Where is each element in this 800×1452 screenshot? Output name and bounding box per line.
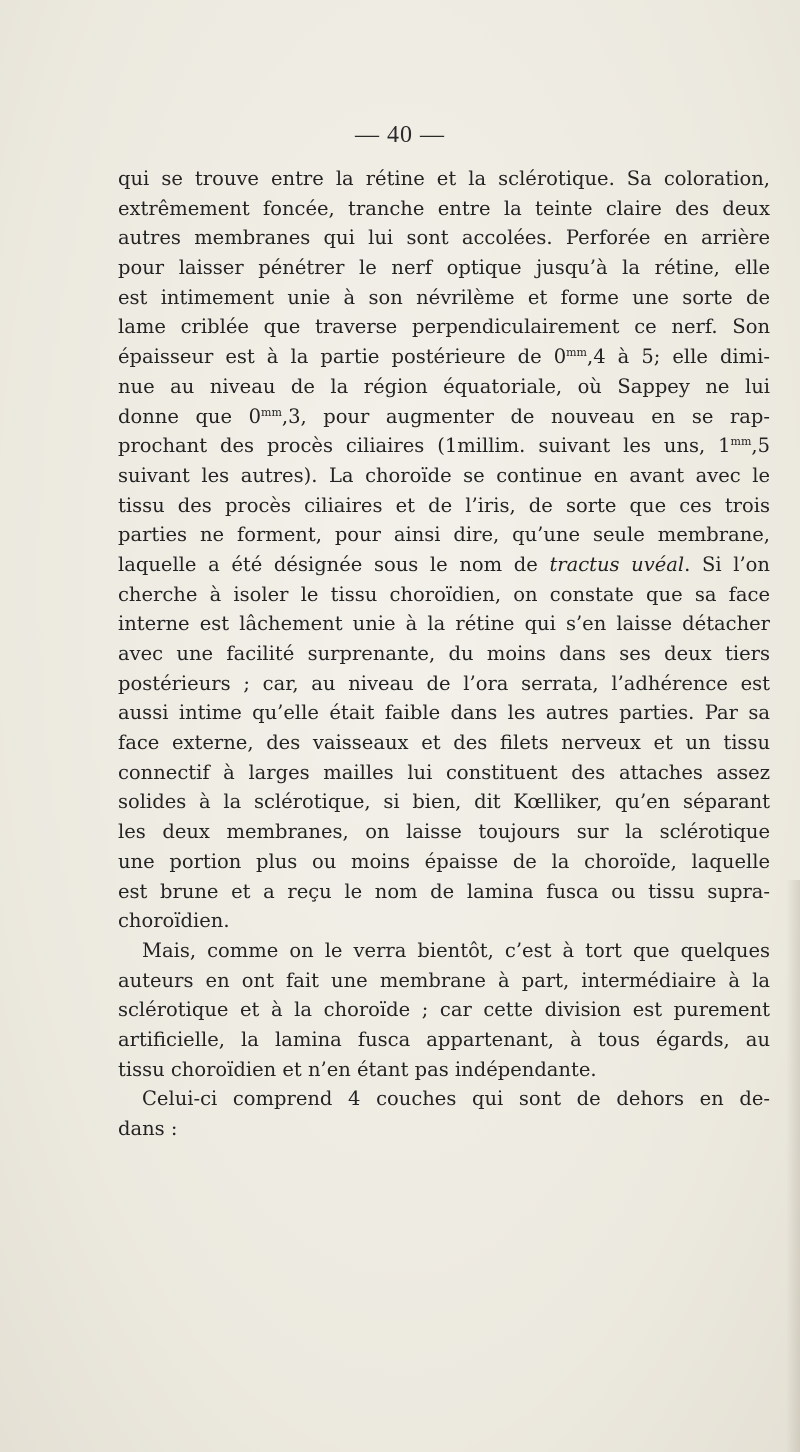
line-text: Celui-ci comprend 4 couches qui sont de dehors en de-: [142, 1087, 770, 1111]
line-text: face externe, des vaisseaux et des filets nerveux et un tissu: [118, 731, 770, 755]
line-text: est intimement unie à son névrilème et forme une sorte de: [118, 285, 770, 309]
line-text: nue au niveau de la région équatoriale, où Sappey ne lui: [118, 374, 770, 398]
text-line: [118, 1084, 770, 1114]
text-line: [118, 1114, 770, 1144]
text-line: [118, 342, 770, 372]
text-line: [118, 312, 770, 342]
line-text: pour laisser pénétrer le nerf optique jusqu’à la rétine, elle: [118, 256, 770, 280]
text-line: [118, 758, 770, 788]
line-text-start: prochant des procès ciliaires (1millim. suivant les uns, 1: [118, 434, 731, 458]
line-text-end: ,4 à 5; elle dimi-: [587, 345, 770, 369]
line-text: dans :: [118, 1117, 178, 1140]
text-line: [118, 253, 770, 283]
line-text-end: ,5: [751, 434, 770, 458]
line-text: auteurs en ont fait une membrane à part, intermédiaire à la: [118, 968, 770, 992]
line-text: Mais, comme on le verra bientôt, c’est à tort que quelques: [142, 938, 770, 962]
line-text: parties ne forment, pour ainsi dire, qu’une seule membrane,: [118, 523, 770, 547]
text-line: [118, 995, 770, 1025]
line-text-end: . Si l’on: [684, 552, 770, 576]
line-text: tissu des procès ciliaires et de l’iris, de sorte que ces trois: [118, 493, 770, 517]
text-line: [118, 164, 770, 194]
unit-superscript: mm: [730, 435, 752, 449]
text-line: [118, 817, 770, 847]
text-line: [118, 550, 770, 580]
line-text: cherche à isoler le tissu choroïdien, on constate que sa face: [118, 582, 770, 606]
text-line: [118, 906, 770, 936]
text-line: [118, 639, 770, 669]
line-text: avec une facilité surprenante, du moins dans ses deux tiers: [118, 642, 770, 665]
line-text: aussi intime qu’elle était faible dans les autres parties. Par sa: [118, 701, 770, 725]
text-line: [118, 847, 770, 877]
line-text: extrêmement foncée, tranche entre la teinte claire des deux: [118, 196, 770, 220]
text-line: [118, 1055, 770, 1085]
line-text-start: laquelle a été désignée sous le nom de: [118, 552, 550, 576]
text-line: [118, 936, 770, 966]
line-text: lame criblée que traverse perpendiculairement ce nerf. Son: [118, 315, 770, 339]
text-line: [118, 966, 770, 996]
line-text: qui se trouve entre la rétine et la sclérotique. Sa coloration,: [118, 167, 770, 190]
page-edge-shadow: [786, 880, 800, 1452]
page-number: — 40 —: [355, 122, 445, 148]
text-line: [118, 877, 770, 907]
text-line: [118, 194, 770, 224]
text-line: [118, 698, 770, 728]
text-line: [118, 402, 770, 432]
text-line: [118, 283, 770, 313]
line-text: tissu choroïdien et n’en étant pas indépendante.: [118, 1057, 597, 1081]
line-text-start: épaisseur est à la partie postérieure de 0: [118, 345, 567, 369]
text-line: [118, 223, 770, 253]
text-line: [118, 728, 770, 758]
line-text: suivant les autres). La choroïde se continue en avant avec le: [118, 463, 770, 487]
line-text: solides à la sclérotique, si bien, dit Kœlliker, qu’en séparant: [118, 790, 770, 814]
text-line: [118, 491, 770, 521]
line-text: est brune et a reçu le nom de lamina fusca ou tissu supra-: [118, 879, 770, 903]
text-line: [118, 461, 770, 491]
line-text: interne est lâchement unie à la rétine qui s’en laisse détacher: [118, 612, 770, 636]
line-text: artificielle, la lamina fusca appartenant, à tous égards, au: [118, 1027, 770, 1051]
unit-superscript: mm: [261, 405, 282, 419]
italic-term: tractus uvéal: [549, 552, 685, 576]
line-text: connectif à larges mailles lui constituent des attaches assez: [118, 760, 770, 784]
line-text-start: donne que 0: [118, 404, 262, 428]
text-line: [118, 609, 770, 639]
text-line: [118, 520, 770, 550]
text-line: [118, 669, 770, 699]
body-text: [118, 164, 770, 1144]
text-line: [118, 372, 770, 402]
line-text: les deux membranes, on laisse toujours sur la sclérotique: [118, 820, 770, 844]
text-line: [118, 580, 770, 610]
line-text-end: ,3, pour augmenter de nouveau en se rap-: [281, 404, 771, 428]
text-line: [118, 787, 770, 817]
line-text: postérieurs ; car, au niveau de l’ora serrata, l’adhérence est: [118, 671, 770, 695]
text-line: [118, 1025, 770, 1055]
text-line: [118, 431, 770, 461]
line-text: sclérotique et à la choroïde ; car cette division est purement: [118, 998, 770, 1022]
line-text: une portion plus ou moins épaisse de la choroïde, laquelle: [118, 849, 770, 873]
unit-superscript: mm: [566, 346, 587, 360]
line-text: autres membranes qui lui sont accolées. Perforée en arrière: [118, 226, 770, 250]
line-text: choroïdien.: [118, 909, 230, 933]
